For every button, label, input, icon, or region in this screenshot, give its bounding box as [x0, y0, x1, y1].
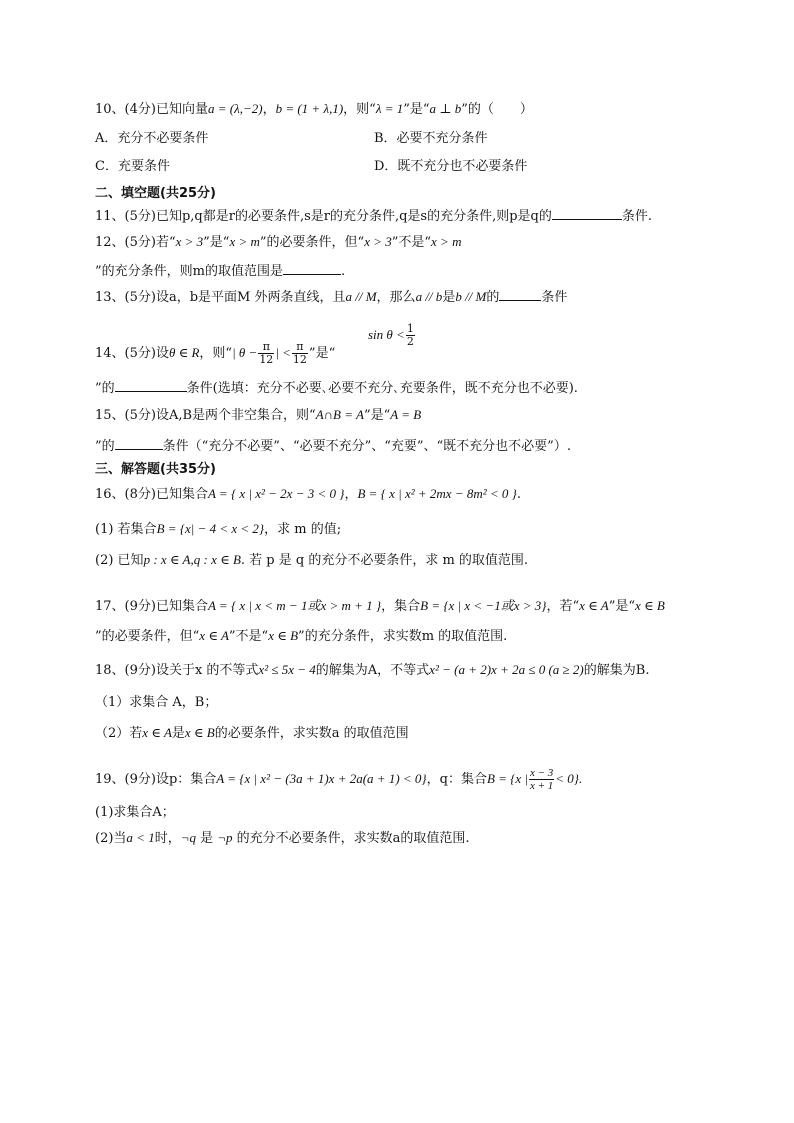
q19-text-b: ，q：集合 [426, 772, 487, 787]
q19-set-b-post: < 0}. [555, 771, 583, 786]
q16-part-1 [95, 520, 341, 539]
answer-blank [115, 378, 187, 392]
q17-text-d: ”是“ [608, 599, 635, 614]
q15-text-a: 15、(5分)设A,B是两个非空集合，则“ [95, 408, 316, 423]
q18-inequality-1: x² ≤ 5x − 4 [258, 662, 316, 677]
q19-part-2 [95, 829, 470, 848]
q15-cond-2: A = B [390, 407, 422, 422]
q14-fraction-1 [258, 341, 274, 366]
q18-part-2 [95, 724, 409, 743]
q16-part2-pq: p : x ∈ A,q : x ∈ B [143, 552, 241, 567]
q12-text-b: ”是“ [203, 235, 230, 250]
q17-text-f: ”不是“ [228, 629, 269, 644]
q16-part1-set: B = {x| − 4 < x < 2} [156, 521, 265, 536]
q17-cond-2: x ∈ B [635, 598, 665, 613]
q15-cond-1: A∩B = A [315, 407, 364, 422]
q10-option-b: B．必要不充分条件 [374, 131, 488, 146]
q17-set-a: A = { x | x < m − 1或x > m + 1 } [207, 598, 382, 613]
question-15-line-1 [95, 406, 421, 425]
q13-text-a: 13、(5分)设a，b是平面M 外两条直线，且 [95, 290, 346, 305]
q13-text-d: 的 [486, 290, 500, 305]
q13-cond-2: a // b [415, 289, 443, 304]
question-17-line-1 [95, 597, 665, 616]
fraction-numerator: π [292, 341, 308, 354]
fraction-denominator: x + 1 [529, 780, 554, 792]
q10-vector-b: b = (1 + λ,1) [275, 101, 344, 116]
q18-part2-text-b: 是 [171, 726, 185, 741]
q14-fraction-half [406, 323, 415, 348]
question-18-stem [95, 661, 649, 680]
q16-set-b: B = { x | x² + 2mx − 8m² < 0 } [357, 486, 517, 501]
q15-text-c: ”的 [95, 439, 115, 454]
q19-part2-text-a: (2)当 [95, 831, 127, 846]
answer-blank [499, 287, 541, 301]
q12-text-a: 12、(5分)若“ [95, 235, 176, 250]
q10-stem-b: ，则“ [343, 102, 376, 117]
q18-part2-text-c: 的必要条件，求实数a 的取值范围 [214, 726, 409, 741]
q19-part2-text-c: 是 [196, 831, 218, 846]
q10-stem-d: ”的（ ） [461, 102, 533, 117]
q16-set-a: A = { x | x² − 2x − 3 < 0 } [207, 486, 345, 501]
answer-blank [283, 261, 341, 275]
q12-cond-4: x > m [431, 234, 462, 249]
question-12-line-2 [95, 261, 345, 281]
q19-part2-text-b: 时， [154, 831, 181, 846]
question-13 [95, 287, 567, 307]
q17-cond-4: x ∈ B [268, 628, 299, 643]
q15-text-b: ”是“ [363, 408, 391, 423]
q10-stem-a: 10、(4分)已知向量 [95, 102, 208, 117]
q17-cond-1: x ∈ A [579, 598, 609, 613]
q16-part1-text-b: ，求 m 的值; [264, 522, 342, 537]
q19-part-1: (1)求集合A； [95, 805, 175, 820]
q14-abs-pre: | θ − [232, 345, 258, 360]
question-12-line-1 [95, 233, 461, 252]
q17-cond-3: x ∈ A [199, 628, 229, 643]
q17-text-c: ，若“ [546, 599, 580, 614]
q19-set-b-pre: B = {x | [486, 771, 528, 786]
question-10-stem: 10、(4分)已知向量a = (λ,−2)，b = (1 + λ,1)，则“λ = 1”是“a ⊥ b”的（ ） [95, 101, 533, 117]
q18-part-1: （1）求集合 A，B； [95, 695, 218, 710]
fraction-numerator: 1 [406, 322, 414, 335]
question-19-stem [95, 764, 582, 795]
q12-cond-1: x > 3 [175, 234, 204, 249]
q13-text-c: 是 [442, 290, 456, 305]
question-14-line-2 [95, 378, 578, 398]
question-15-line-2 [95, 436, 571, 456]
fraction-denominator: 12 [259, 353, 274, 366]
fraction-numerator: π [258, 341, 274, 354]
q16-part1-text-a: (1) 若集合 [95, 522, 157, 537]
q14-sine-condition [368, 320, 416, 351]
q19-not-q: ¬q [180, 830, 196, 845]
q19-text-a: 19、(9分)设p：集合 [95, 772, 217, 787]
q18-text-a: 18、(9分)设关于x 的不等式 [95, 663, 259, 678]
section-2-heading: 二、填空题(共25分) [95, 186, 216, 201]
q18-inequality-2: x² − (a + 2)x + 2a ≤ 0 (a ≥ 2) [429, 662, 584, 677]
fraction-denominator: 2 [406, 335, 414, 348]
q14-abs-post: | < [275, 345, 291, 360]
q17-text-g: ”的充分条件，求实数m 的取值范围. [298, 629, 508, 644]
q10-option-d: D．既不充分也不必要条件 [374, 159, 528, 174]
q17-text-e: ”的必要条件，但“ [95, 629, 200, 644]
q13-text-b: ，那么 [376, 290, 416, 305]
q12-text-e: ”的充分条件，则m的取值范围是 [95, 264, 283, 279]
q16-part-2 [95, 551, 528, 570]
q14-text-c: ”是“ [308, 346, 336, 361]
q19-set-a: A = {x | x² − (3a + 1)x + 2a(a + 1) < 0} [216, 771, 427, 786]
section-3-heading: 三、解答题(共35分) [95, 462, 216, 477]
q11-text: 11、(5分)已知p,q都是r的必要条件,s是r的充分条件,q是s的充分条件,则p是q的 [95, 209, 552, 224]
q10-option-a: A．充分不必要条件 [95, 131, 209, 146]
q17-text-b: ，集合 [381, 599, 421, 614]
q14-text-a: 14、(5分)设 [95, 346, 169, 361]
question-16-stem [95, 485, 521, 504]
q11-tail: 条件. [621, 209, 653, 224]
q18-part2-cond-2: x ∈ B [184, 725, 215, 740]
q12-text-c: ”的必要条件，但“ [259, 235, 365, 250]
q18-text-c: 的解集为B. [583, 663, 650, 678]
q14-fraction-2 [292, 341, 308, 366]
q17-text-a: 17、(9分)已知集合 [95, 599, 208, 614]
q14-cond-1: θ ∈ R [168, 345, 200, 360]
question-11 [95, 206, 652, 226]
q13-text-e: 条件 [541, 290, 568, 305]
question-14-line-1 [95, 338, 335, 369]
q14-text-e: 条件(选填：充分不必要､必要不充分､充要条件，既不充分也不必要). [186, 381, 578, 396]
q12-cond-3: x > 3 [364, 234, 392, 249]
answer-blank [552, 206, 622, 220]
question-17-line-2 [95, 627, 507, 646]
answer-blank [115, 436, 163, 450]
q12-text-f: . [340, 264, 346, 279]
q10-vector-a: a = (λ,−2) [207, 101, 263, 116]
q17-set-b: B = {x | x < −1或x > 3} [420, 598, 547, 613]
q12-text-d: ”不是“ [391, 235, 432, 250]
q14-text-d: ”的 [95, 381, 115, 396]
q10-option-c: C．充要条件 [95, 159, 170, 174]
q19-fraction [529, 767, 554, 792]
q10-stem-c: ”是“ [403, 102, 430, 117]
q18-text-b: 的解集为A，不等式 [315, 663, 430, 678]
q14-text-b: ，则“ [199, 346, 233, 361]
q19-part2-cond: a < 1 [126, 830, 155, 845]
q16-text-a: 16、(8分)已知集合 [95, 487, 208, 502]
q18-part2-text-a: （2）若 [95, 726, 143, 741]
q16-part2-text-a: (2) 已知 [95, 553, 144, 568]
q16-end: . [516, 487, 521, 502]
q16-comma: ， [344, 487, 358, 502]
q13-cond-1: a // M [345, 289, 377, 304]
q12-cond-2: x > m [229, 234, 260, 249]
fraction-denominator: 12 [292, 353, 307, 366]
q14-sin: sin θ < [368, 327, 405, 342]
q13-cond-3: b // M [455, 289, 487, 304]
q19-part2-text-d: 的充分不必要条件，求实数a的取值范围. [232, 831, 470, 846]
q10-condition-2: a ⊥ b [429, 101, 462, 116]
q18-part2-cond-1: x ∈ A [142, 725, 172, 740]
q19-not-p: ¬p [217, 830, 233, 845]
q10-condition-1: λ = 1 [375, 101, 404, 116]
q15-text-d: 条件（“充分不必要”、“必要不充分”、“充要”、“既不充分也不必要”）. [162, 439, 571, 454]
q16-part2-text-b: . 若 p 是 q 的充分不必要条件，求 m 的取值范围. [240, 553, 529, 568]
fraction-numerator: x − 3 [529, 767, 554, 779]
